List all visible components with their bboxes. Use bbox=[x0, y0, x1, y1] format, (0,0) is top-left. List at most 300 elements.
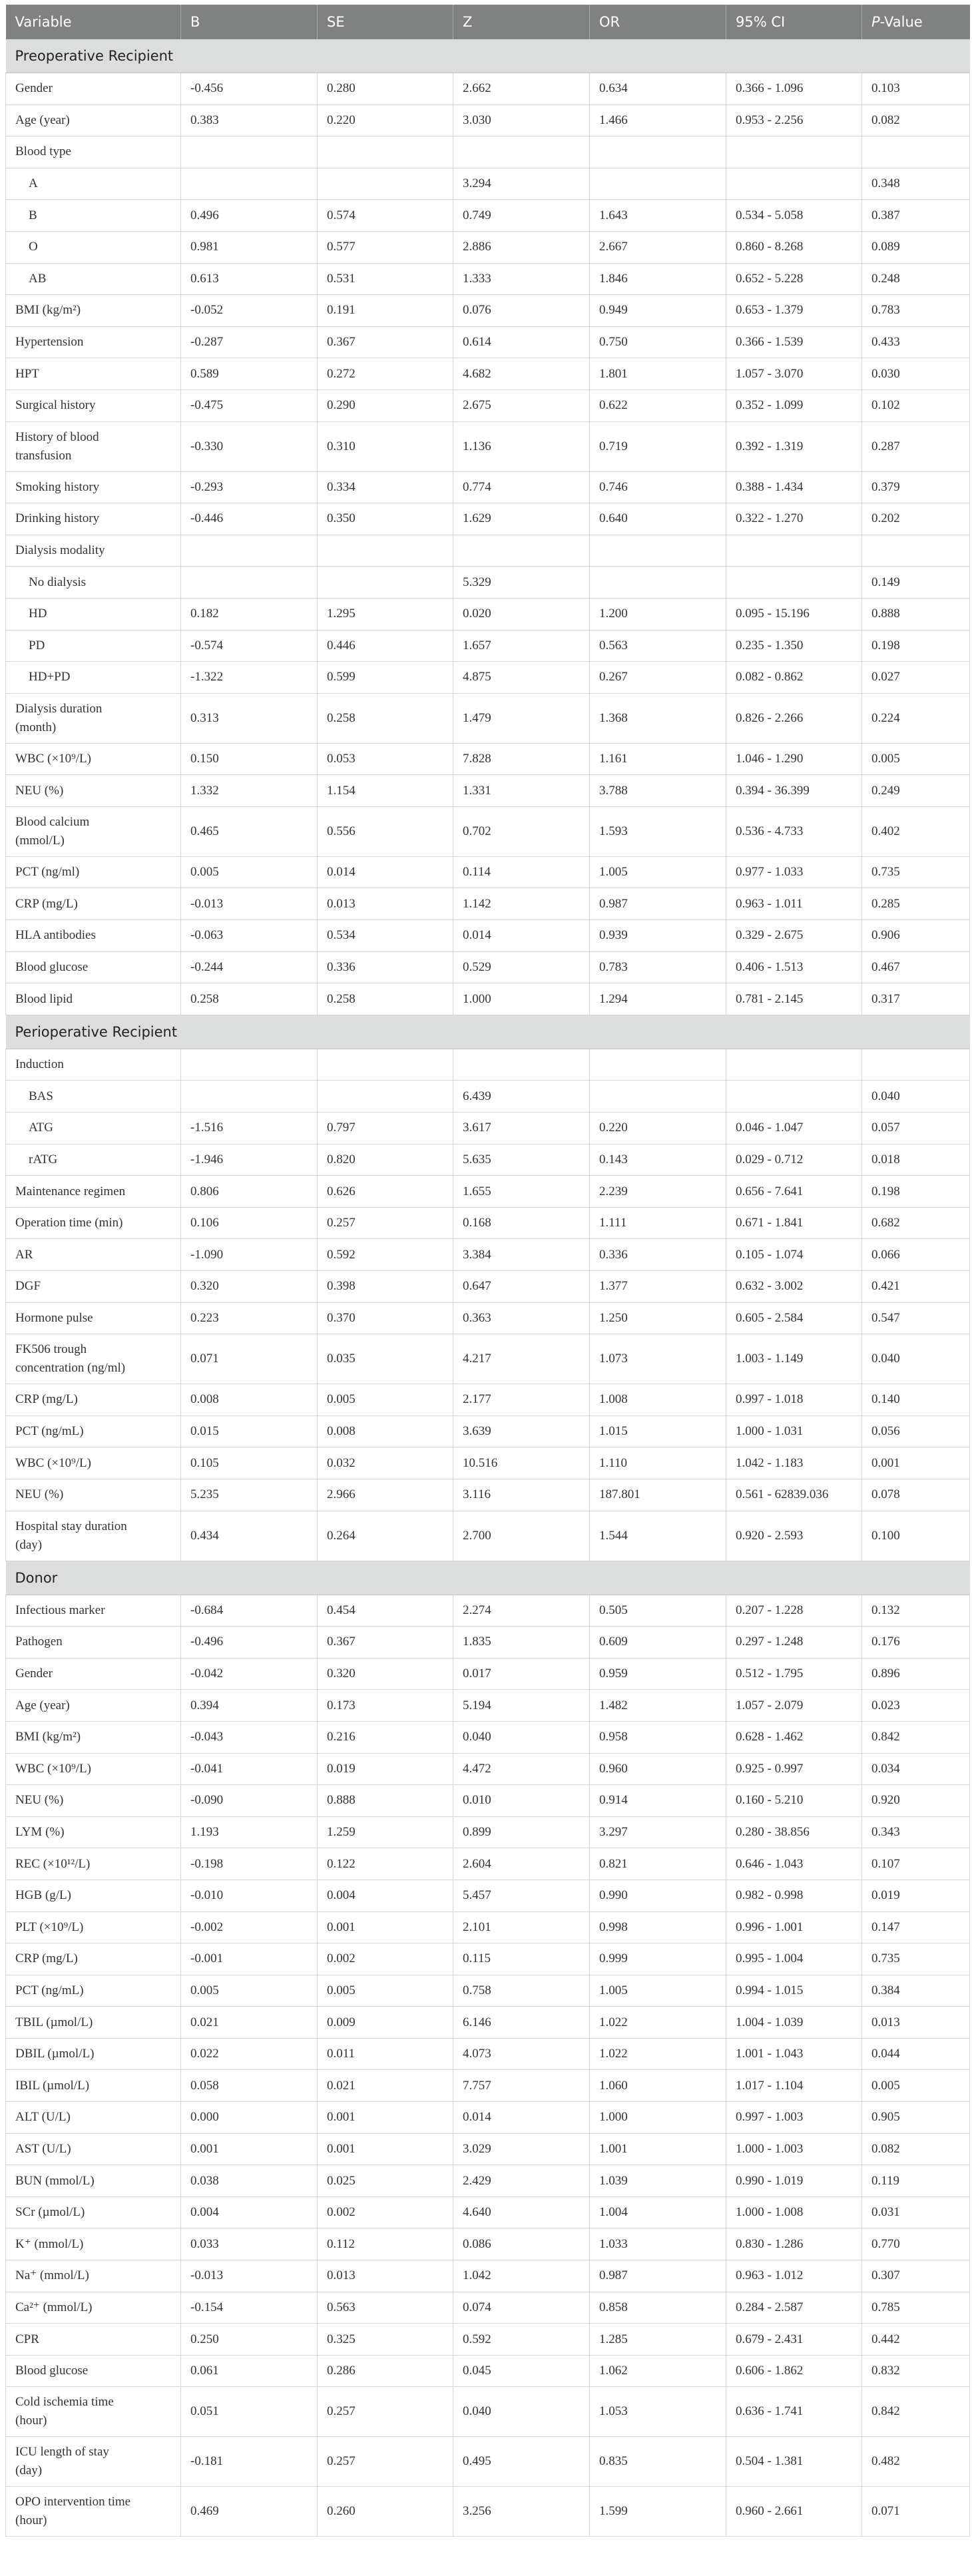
table-row bbox=[6, 2102, 970, 2134]
cell-b: -0.002 bbox=[181, 1912, 318, 1943]
cell-z: 3.294 bbox=[453, 168, 590, 200]
cell-z: 5.457 bbox=[453, 1880, 590, 1912]
cell-p-value: 0.832 bbox=[862, 2355, 970, 2387]
table-row bbox=[6, 2196, 970, 2228]
cell-se: 0.014 bbox=[318, 856, 453, 888]
cell-z: 1.042 bbox=[453, 2260, 590, 2292]
cell-variable: Blood lipid bbox=[6, 983, 181, 1015]
cell-or: 1.053 bbox=[590, 2387, 726, 2437]
cell-variable: HD bbox=[6, 598, 181, 630]
table-row bbox=[6, 231, 970, 263]
cell-ci: 1.042 - 1.183 bbox=[726, 1447, 862, 1479]
cell-ci: 0.605 - 2.584 bbox=[726, 1302, 862, 1334]
cell-z: 0.592 bbox=[453, 2324, 590, 2356]
column-header-ci: 95% CI bbox=[726, 5, 862, 39]
cell-or: 1.285 bbox=[590, 2324, 726, 2356]
table-row bbox=[6, 920, 970, 952]
table-body bbox=[6, 39, 970, 2537]
cell-b: 0.589 bbox=[181, 358, 318, 390]
cell-or: 0.505 bbox=[590, 1595, 726, 1627]
cell-variable: Hospital stay duration (day) bbox=[6, 1511, 181, 1561]
cell-or: 1.161 bbox=[590, 743, 726, 775]
cell-ci: 0.632 - 3.002 bbox=[726, 1271, 862, 1303]
cell-z: 10.516 bbox=[453, 1447, 590, 1479]
cell-se: 1.154 bbox=[318, 775, 453, 807]
cell-se: 0.002 bbox=[318, 2196, 453, 2228]
cell-variable: CRP (mg/L) bbox=[6, 888, 181, 920]
table-row bbox=[6, 1816, 970, 1848]
cell-z: 3.639 bbox=[453, 1416, 590, 1447]
cell-b: 0.033 bbox=[181, 2228, 318, 2260]
cell-ci: 0.504 - 1.381 bbox=[726, 2437, 862, 2487]
cell-variable: AST (U/L) bbox=[6, 2133, 181, 2165]
cell-or: 1.368 bbox=[590, 693, 726, 743]
cell-ci: 0.826 - 2.266 bbox=[726, 693, 862, 743]
cell-z bbox=[453, 535, 590, 567]
cell-p-value: 0.348 bbox=[862, 168, 970, 200]
cell-ci: 0.394 - 36.399 bbox=[726, 775, 862, 807]
cell-p-value: 0.140 bbox=[862, 1384, 970, 1416]
cell-p-value: 0.031 bbox=[862, 2196, 970, 2228]
table-row bbox=[6, 856, 970, 888]
cell-p-value: 0.082 bbox=[862, 2133, 970, 2165]
cell-b: -0.090 bbox=[181, 1785, 318, 1817]
cell-se: 0.264 bbox=[318, 1511, 453, 1561]
table-row bbox=[6, 2324, 970, 2356]
cell-z bbox=[453, 1049, 590, 1081]
cell-se: 0.257 bbox=[318, 1207, 453, 1239]
cell-z: 7.828 bbox=[453, 743, 590, 775]
table-row bbox=[6, 1049, 970, 1081]
cell-p-value: 0.249 bbox=[862, 775, 970, 807]
cell-b bbox=[181, 1049, 318, 1081]
cell-b: -0.475 bbox=[181, 389, 318, 421]
cell-se: 0.556 bbox=[318, 806, 453, 856]
table-row bbox=[6, 1334, 970, 1384]
table-row bbox=[6, 567, 970, 599]
cell-se: 0.257 bbox=[318, 2437, 453, 2487]
cell-z: 6.146 bbox=[453, 2007, 590, 2039]
cell-z: 0.115 bbox=[453, 1943, 590, 1975]
cell-variable: Hypertension bbox=[6, 326, 181, 358]
cell-b: -0.574 bbox=[181, 630, 318, 662]
cell-se: 0.280 bbox=[318, 73, 453, 105]
table-row bbox=[6, 1753, 970, 1785]
cell-b: 0.005 bbox=[181, 1975, 318, 2007]
table-row bbox=[6, 1384, 970, 1416]
cell-b: 0.005 bbox=[181, 856, 318, 888]
table-row bbox=[6, 1511, 970, 1561]
cell-p-value bbox=[862, 136, 970, 168]
cell-z: 1.629 bbox=[453, 503, 590, 535]
p-italic: P bbox=[871, 14, 880, 30]
cell-z: 2.177 bbox=[453, 1384, 590, 1416]
section-header-row bbox=[6, 39, 970, 73]
cell-se: 0.797 bbox=[318, 1113, 453, 1145]
cell-variable: Surgical history bbox=[6, 389, 181, 421]
cell-p-value: 0.224 bbox=[862, 693, 970, 743]
cell-b: -1.322 bbox=[181, 662, 318, 694]
cell-b: -0.496 bbox=[181, 1627, 318, 1659]
cell-se: 0.310 bbox=[318, 421, 453, 471]
cell-p-value: 0.906 bbox=[862, 920, 970, 952]
cell-z: 1.655 bbox=[453, 1176, 590, 1208]
cell-b: -0.456 bbox=[181, 73, 318, 105]
cell-b: -0.042 bbox=[181, 1658, 318, 1690]
regression-table bbox=[5, 5, 970, 2537]
cell-b: 5.235 bbox=[181, 1479, 318, 1511]
table-row bbox=[6, 693, 970, 743]
cell-se: 0.531 bbox=[318, 263, 453, 295]
table-row bbox=[6, 1176, 970, 1208]
section-title: Donor bbox=[6, 1561, 970, 1595]
cell-b: -0.052 bbox=[181, 295, 318, 327]
cell-variable: BUN (mmol/L) bbox=[6, 2165, 181, 2197]
cell-b: -0.287 bbox=[181, 326, 318, 358]
cell-variable: DGF bbox=[6, 1271, 181, 1303]
table-row bbox=[6, 1595, 970, 1627]
cell-z bbox=[453, 136, 590, 168]
cell-b: 0.613 bbox=[181, 263, 318, 295]
cell-ci: 0.671 - 1.841 bbox=[726, 1207, 862, 1239]
cell-p-value: 0.379 bbox=[862, 471, 970, 503]
cell-ci: 0.982 - 0.998 bbox=[726, 1880, 862, 1912]
cell-b: 0.383 bbox=[181, 105, 318, 136]
cell-or: 1.060 bbox=[590, 2070, 726, 2102]
cell-b: 0.004 bbox=[181, 2196, 318, 2228]
cell-p-value: 0.078 bbox=[862, 1479, 970, 1511]
cell-or: 0.949 bbox=[590, 295, 726, 327]
cell-or: 1.015 bbox=[590, 1416, 726, 1447]
cell-z: 2.700 bbox=[453, 1511, 590, 1561]
cell-se: 0.035 bbox=[318, 1334, 453, 1384]
cell-variable: O bbox=[6, 231, 181, 263]
cell-ci bbox=[726, 1049, 862, 1081]
cell-b: -0.010 bbox=[181, 1880, 318, 1912]
cell-ci: 0.830 - 1.286 bbox=[726, 2228, 862, 2260]
column-header-b: B bbox=[181, 5, 318, 39]
cell-z: 2.604 bbox=[453, 1848, 590, 1880]
cell-p-value: 0.387 bbox=[862, 200, 970, 232]
cell-b bbox=[181, 136, 318, 168]
cell-z: 6.439 bbox=[453, 1081, 590, 1113]
cell-or: 1.377 bbox=[590, 1271, 726, 1303]
cell-or: 0.939 bbox=[590, 920, 726, 952]
cell-ci: 1.004 - 1.039 bbox=[726, 2007, 862, 2039]
cell-or: 1.466 bbox=[590, 105, 726, 136]
cell-b bbox=[181, 535, 318, 567]
cell-p-value bbox=[862, 1049, 970, 1081]
cell-or: 1.643 bbox=[590, 200, 726, 232]
cell-ci: 0.406 - 1.513 bbox=[726, 951, 862, 983]
cell-variable: Drinking history bbox=[6, 503, 181, 535]
cell-ci: 0.781 - 2.145 bbox=[726, 983, 862, 1015]
cell-p-value: 0.682 bbox=[862, 1207, 970, 1239]
table-row bbox=[6, 503, 970, 535]
cell-p-value: 0.100 bbox=[862, 1511, 970, 1561]
section-header-row bbox=[6, 1015, 970, 1049]
cell-b: 0.394 bbox=[181, 1690, 318, 1722]
cell-b: 0.806 bbox=[181, 1176, 318, 1208]
cell-ci: 0.322 - 1.270 bbox=[726, 503, 862, 535]
cell-se: 0.258 bbox=[318, 983, 453, 1015]
cell-se: 0.260 bbox=[318, 2487, 453, 2537]
cell-se: 0.290 bbox=[318, 389, 453, 421]
cell-ci: 0.990 - 1.019 bbox=[726, 2165, 862, 2197]
cell-variable: Blood glucose bbox=[6, 951, 181, 983]
table-row bbox=[6, 2228, 970, 2260]
cell-z: 0.040 bbox=[453, 2387, 590, 2437]
cell-or: 0.143 bbox=[590, 1144, 726, 1176]
cell-b: -0.043 bbox=[181, 1721, 318, 1753]
cell-p-value: 0.019 bbox=[862, 1880, 970, 1912]
cell-b: 0.182 bbox=[181, 598, 318, 630]
cell-se: 0.032 bbox=[318, 1447, 453, 1479]
cell-variable: No dialysis bbox=[6, 567, 181, 599]
cell-ci bbox=[726, 136, 862, 168]
cell-z: 3.030 bbox=[453, 105, 590, 136]
cell-z: 0.363 bbox=[453, 1302, 590, 1334]
cell-ci: 0.997 - 1.003 bbox=[726, 2102, 862, 2134]
cell-or: 0.746 bbox=[590, 471, 726, 503]
table-row bbox=[6, 1271, 970, 1303]
cell-or: 1.110 bbox=[590, 1447, 726, 1479]
cell-or: 1.000 bbox=[590, 2102, 726, 2134]
cell-b: -0.244 bbox=[181, 951, 318, 983]
cell-p-value: 0.040 bbox=[862, 1334, 970, 1384]
cell-ci: 0.953 - 2.256 bbox=[726, 105, 862, 136]
cell-ci: 0.160 - 5.210 bbox=[726, 1785, 862, 1817]
table-row bbox=[6, 1721, 970, 1753]
cell-or: 1.005 bbox=[590, 856, 726, 888]
cell-se: 0.001 bbox=[318, 1912, 453, 1943]
table-row bbox=[6, 2292, 970, 2324]
cell-variable: WBC (×10⁹/L) bbox=[6, 1447, 181, 1479]
table-row bbox=[6, 743, 970, 775]
cell-z: 0.010 bbox=[453, 1785, 590, 1817]
cell-z: 0.014 bbox=[453, 920, 590, 952]
cell-variable: Na⁺ (mmol/L) bbox=[6, 2260, 181, 2292]
cell-ci: 0.536 - 4.733 bbox=[726, 806, 862, 856]
cell-p-value: 0.433 bbox=[862, 326, 970, 358]
cell-variable: OPO intervention time (hour) bbox=[6, 2487, 181, 2537]
cell-variable: Gender bbox=[6, 73, 181, 105]
cell-ci: 0.653 - 1.379 bbox=[726, 295, 862, 327]
cell-z: 1.136 bbox=[453, 421, 590, 471]
table-row bbox=[6, 598, 970, 630]
cell-variable: Operation time (min) bbox=[6, 1207, 181, 1239]
cell-se bbox=[318, 1049, 453, 1081]
cell-b: -1.946 bbox=[181, 1144, 318, 1176]
cell-ci: 1.046 - 1.290 bbox=[726, 743, 862, 775]
cell-se: 0.574 bbox=[318, 200, 453, 232]
cell-p-value bbox=[862, 535, 970, 567]
cell-b: -0.063 bbox=[181, 920, 318, 952]
cell-p-value: 0.842 bbox=[862, 2387, 970, 2437]
table-header bbox=[6, 5, 970, 39]
cell-b: 0.038 bbox=[181, 2165, 318, 2197]
cell-p-value: 0.103 bbox=[862, 73, 970, 105]
cell-or bbox=[590, 567, 726, 599]
cell-b: -0.001 bbox=[181, 1943, 318, 1975]
table-row bbox=[6, 358, 970, 390]
cell-p-value: 0.102 bbox=[862, 389, 970, 421]
cell-b: 0.058 bbox=[181, 2070, 318, 2102]
cell-or: 0.220 bbox=[590, 1113, 726, 1145]
table-row bbox=[6, 1912, 970, 1943]
cell-z: 0.749 bbox=[453, 200, 590, 232]
cell-ci: 0.996 - 1.001 bbox=[726, 1912, 862, 1943]
cell-se: 0.008 bbox=[318, 1416, 453, 1447]
cell-se: 0.563 bbox=[318, 2292, 453, 2324]
cell-or: 0.267 bbox=[590, 662, 726, 694]
cell-ci: 0.656 - 7.641 bbox=[726, 1176, 862, 1208]
cell-se: 0.001 bbox=[318, 2102, 453, 2134]
cell-or bbox=[590, 168, 726, 200]
cell-ci: 0.207 - 1.228 bbox=[726, 1595, 862, 1627]
cell-z: 3.029 bbox=[453, 2133, 590, 2165]
cell-or: 0.609 bbox=[590, 1627, 726, 1659]
cell-or: 1.599 bbox=[590, 2487, 726, 2537]
cell-variable: Blood calcium (mmol/L) bbox=[6, 806, 181, 856]
cell-or: 0.998 bbox=[590, 1912, 726, 1943]
cell-or: 1.073 bbox=[590, 1334, 726, 1384]
cell-variable: CPR bbox=[6, 2324, 181, 2356]
cell-se: 0.122 bbox=[318, 1848, 453, 1880]
cell-ci: 1.017 - 1.104 bbox=[726, 2070, 862, 2102]
cell-p-value: 0.905 bbox=[862, 2102, 970, 2134]
cell-se: 0.112 bbox=[318, 2228, 453, 2260]
table-row bbox=[6, 2007, 970, 2039]
cell-variable: AR bbox=[6, 1239, 181, 1271]
cell-z: 0.758 bbox=[453, 1975, 590, 2007]
cell-z: 0.014 bbox=[453, 2102, 590, 2134]
cell-variable: Induction bbox=[6, 1049, 181, 1081]
cell-b: 0.000 bbox=[181, 2102, 318, 2134]
cell-se: 0.577 bbox=[318, 231, 453, 263]
cell-z: 4.682 bbox=[453, 358, 590, 390]
cell-p-value: 0.920 bbox=[862, 1785, 970, 1817]
table-row bbox=[6, 1785, 970, 1817]
cell-se: 0.350 bbox=[318, 503, 453, 535]
cell-or: 0.987 bbox=[590, 888, 726, 920]
cell-variable: BMI (kg/m²) bbox=[6, 295, 181, 327]
cell-p-value: 0.119 bbox=[862, 2165, 970, 2197]
cell-p-value: 0.896 bbox=[862, 1658, 970, 1690]
cell-se bbox=[318, 567, 453, 599]
cell-z: 4.640 bbox=[453, 2196, 590, 2228]
cell-b: 0.071 bbox=[181, 1334, 318, 1384]
cell-or bbox=[590, 1081, 726, 1113]
cell-b: -1.516 bbox=[181, 1113, 318, 1145]
cell-or: 1.022 bbox=[590, 2007, 726, 2039]
table-row bbox=[6, 1447, 970, 1479]
cell-p-value: 0.132 bbox=[862, 1595, 970, 1627]
table-row bbox=[6, 1975, 970, 2007]
cell-z: 4.073 bbox=[453, 2038, 590, 2070]
cell-ci: 1.057 - 3.070 bbox=[726, 358, 862, 390]
cell-p-value: 0.285 bbox=[862, 888, 970, 920]
table-row bbox=[6, 1239, 970, 1271]
table-row bbox=[6, 421, 970, 471]
table-row bbox=[6, 1943, 970, 1975]
cell-p-value: 0.384 bbox=[862, 1975, 970, 2007]
cell-se bbox=[318, 1081, 453, 1113]
cell-z: 1.142 bbox=[453, 888, 590, 920]
cell-z: 0.702 bbox=[453, 806, 590, 856]
column-header-z: Z bbox=[453, 5, 590, 39]
cell-ci: 0.636 - 1.741 bbox=[726, 2387, 862, 2437]
cell-z: 0.529 bbox=[453, 951, 590, 983]
cell-z: 3.116 bbox=[453, 1479, 590, 1511]
column-header-variable: Variable bbox=[6, 5, 181, 39]
cell-se: 0.011 bbox=[318, 2038, 453, 2070]
cell-or: 0.958 bbox=[590, 1721, 726, 1753]
cell-se: 2.966 bbox=[318, 1479, 453, 1511]
cell-variable: CRP (mg/L) bbox=[6, 1384, 181, 1416]
cell-or: 0.336 bbox=[590, 1239, 726, 1271]
cell-variable: Age (year) bbox=[6, 105, 181, 136]
cell-p-value: 0.107 bbox=[862, 1848, 970, 1880]
cell-variable: PD bbox=[6, 630, 181, 662]
column-header-p-value bbox=[862, 5, 970, 39]
cell-or: 1.005 bbox=[590, 1975, 726, 2007]
cell-z: 7.757 bbox=[453, 2070, 590, 2102]
cell-b bbox=[181, 168, 318, 200]
cell-ci: 0.995 - 1.004 bbox=[726, 1943, 862, 1975]
cell-se: 0.005 bbox=[318, 1384, 453, 1416]
table-row bbox=[6, 1479, 970, 1511]
cell-p-value: 0.071 bbox=[862, 2487, 970, 2537]
cell-ci: 0.606 - 1.862 bbox=[726, 2355, 862, 2387]
cell-b: -0.446 bbox=[181, 503, 318, 535]
cell-variable: K⁺ (mmol/L) bbox=[6, 2228, 181, 2260]
table-row bbox=[6, 73, 970, 105]
cell-p-value: 0.467 bbox=[862, 951, 970, 983]
cell-p-value: 0.082 bbox=[862, 105, 970, 136]
cell-ci bbox=[726, 1081, 862, 1113]
table-row bbox=[6, 1113, 970, 1145]
cell-p-value: 0.198 bbox=[862, 1176, 970, 1208]
cell-or: 1.801 bbox=[590, 358, 726, 390]
cell-p-value: 0.149 bbox=[862, 567, 970, 599]
cell-se: 0.009 bbox=[318, 2007, 453, 2039]
table-row bbox=[6, 662, 970, 694]
cell-z: 0.114 bbox=[453, 856, 590, 888]
cell-z: 0.076 bbox=[453, 295, 590, 327]
table-row bbox=[6, 1627, 970, 1659]
cell-ci: 0.284 - 2.587 bbox=[726, 2292, 862, 2324]
cell-p-value: 0.089 bbox=[862, 231, 970, 263]
cell-or: 0.858 bbox=[590, 2292, 726, 2324]
cell-z: 0.086 bbox=[453, 2228, 590, 2260]
cell-b: -0.013 bbox=[181, 2260, 318, 2292]
cell-se: 0.002 bbox=[318, 1943, 453, 1975]
cell-z: 0.614 bbox=[453, 326, 590, 358]
section-title: Perioperative Recipient bbox=[6, 1015, 970, 1049]
cell-b: 0.465 bbox=[181, 806, 318, 856]
cell-z: 5.194 bbox=[453, 1690, 590, 1722]
cell-b: 0.434 bbox=[181, 1511, 318, 1561]
cell-z: 1.331 bbox=[453, 775, 590, 807]
cell-or: 1.033 bbox=[590, 2228, 726, 2260]
cell-p-value: 0.198 bbox=[862, 630, 970, 662]
cell-se: 0.004 bbox=[318, 1880, 453, 1912]
cell-or: 1.022 bbox=[590, 2038, 726, 2070]
cell-se: 0.367 bbox=[318, 1627, 453, 1659]
cell-ci: 0.280 - 38.856 bbox=[726, 1816, 862, 1848]
cell-variable: WBC (×10⁹/L) bbox=[6, 1753, 181, 1785]
